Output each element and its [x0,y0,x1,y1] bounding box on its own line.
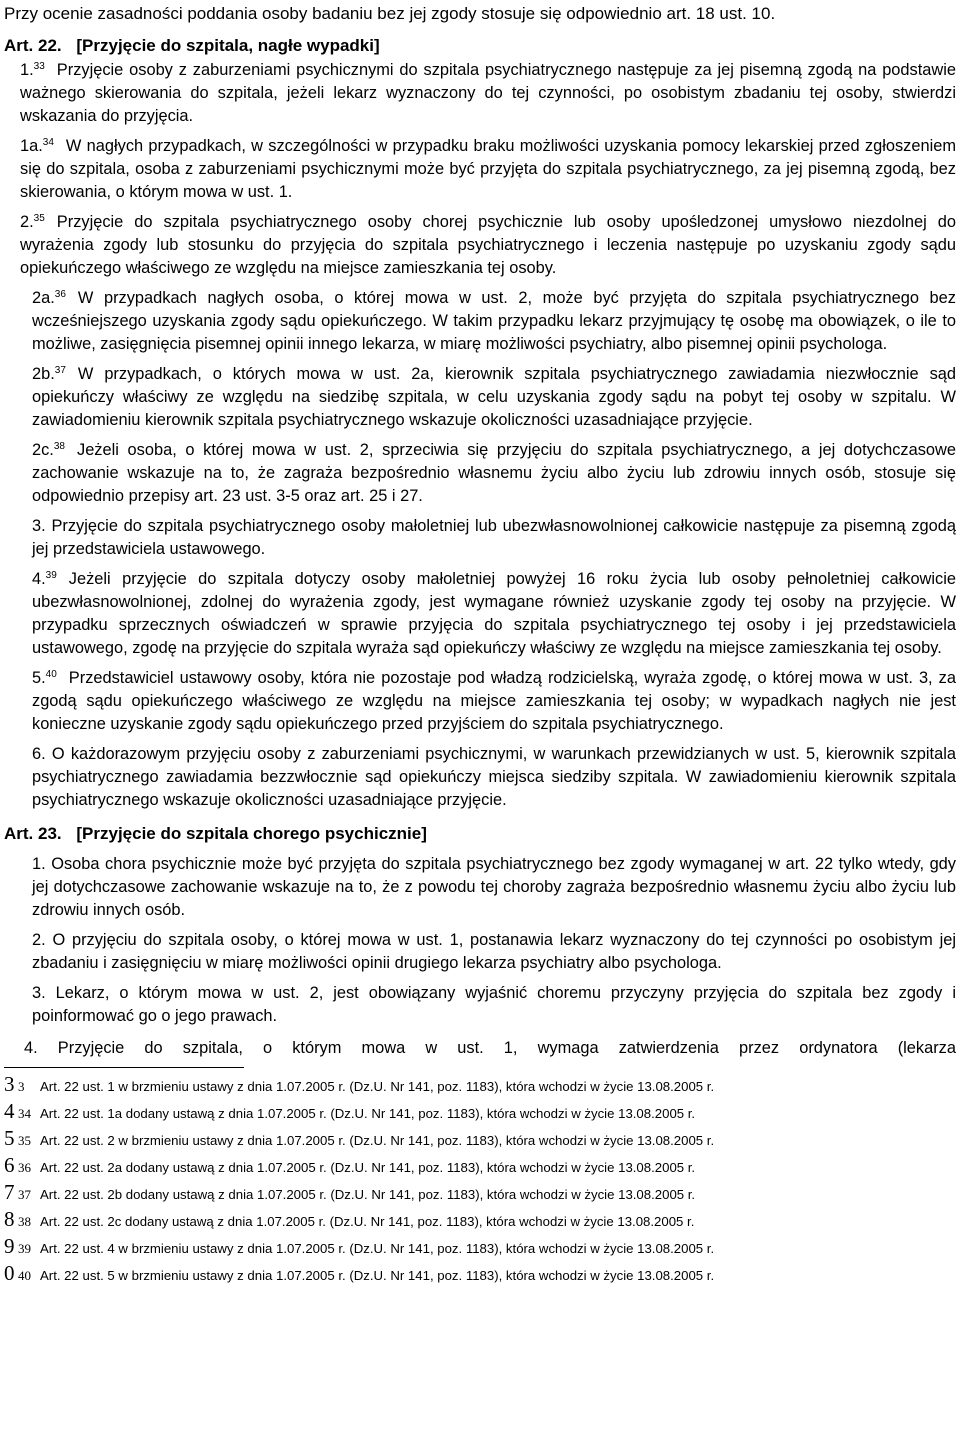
para-number: 4. [24,1039,38,1057]
para-text: Przyjęcie osoby z zaburzeniami psychicznymi do szpitala psychiatrycznego następuje za jej pisemną zgodą na podstawie ważnego skierowania do szpitala, jeżeli lekarz wyznaczony do tej czynności, po osobistym zbadaniu tej osoby, stwierdzi wskazania do przyjęcia. [20,61,956,125]
footnote-ref: 39 [45,570,57,581]
para-text: Przedstawiciel ustawowy osoby, która nie pozostaje pod władzą rodzicielską, wyraża zgodę, o której mowa w ust. 3, za zgodą sądu opiekuńczego właściwego ze względu na miejsce zamieszkania tej osoby; w wypadkach nagłych nie jest konieczne uzyskanie zgody sądu opiekuńczego przed przyjściem do szpitala psychiatrycznego. [32,669,956,733]
footnote-marker: 0 [4,1261,15,1285]
footnote-38 [4,1207,956,1234]
footnote-text: Art. 22 ust. 1a dodany ustawą z dnia 1.07.2005 r. (Dz.U. Nr 141, poz. 1183), która wchodzi w życie 13.08.2005 r. [40,1106,696,1121]
footnote-marker: 8 [4,1207,15,1231]
footnote-marker-sup: 38 [18,1214,31,1229]
para-text: Osoba chora psychicznie może być przyjęta do szpitala psychiatrycznego bez zgody wymaganej w art. 22 tylko wtedy, gdy jej dotychczasowe zachowanie wskazuje na to, że z powodu tej choroby zagraża bezpośrednio własnemu życiu albo życiu lub zdrowiu innych osób. [32,855,956,919]
continuation-line: Przy ocenie zasadności poddania osoby badaniu bez jej zgody stosuje się odpowiednio art. 18 ust. 10. [4,4,776,23]
footnote-list [4,1072,956,1288]
para-text: W nagłych przypadkach, w szczególności w przypadku braku możliwości uzyskania pomocy lekarskiej przed zgłoszeniem się do szpitala, osoba z zaburzeniami psychicznymi może być przyjęta do szpitala psychiatrycznego, za jej pisemną zgodą, bez skierowania, o którym mowa w ust. 1. [20,137,956,201]
article-22-title: [Przyjęcie do szpitala, nagłe wypadki] [76,36,380,55]
para-number: 3. [32,517,46,535]
para-number: 2. [20,213,34,231]
para-number: 2a. [32,289,55,307]
article-23-heading [4,822,956,845]
footnote-marker: 6 [4,1153,15,1177]
para-text: Przyjęcie do szpitala psychiatrycznego osoby chorej psychicznie lub osoby upośledzonej umysłowo niezdolnej do wyrażenia zgody lub stosunku do przyjęcia do szpitala psychiatrycznego i leczenia następuje po uzyskaniu zgody sądu opiekuńczego właściwego ze względu na miejsce zamieszkania tej osoby. [20,213,956,277]
footnote-text: Art. 22 ust. 2c dodany ustawą z dnia 1.07.2005 r. (Dz.U. Nr 141, poz. 1183), która wchodzi w życie 13.08.2005 r. [40,1214,695,1229]
article-23-number: Art. 23. [4,824,62,843]
para-text: W przypadkach, o których mowa w ust. 2a, kierownik szpitala psychiatrycznego zawiadamia niezwłocznie sąd opiekuńczy właściwy ze względu na siedzibę szpitala, w celu uzyskania zgody sądu na pobyt tej osoby w szpitalu. W zawiadomieniu kierownik szpitala psychiatrycznego wskazuje okoliczności uzasadniające przyjęcie. [32,365,956,429]
footnote-ref: 36 [54,289,66,300]
art22-para-2c [4,439,956,508]
footnote-marker-sup: 35 [18,1133,31,1148]
art22-para-5 [4,667,956,736]
footnote-39 [4,1234,956,1261]
footnote-40 [4,1261,956,1288]
para-number: 1. [32,855,46,873]
para-text: W przypadkach nagłych osoba, o której mowa w ust. 2, może być przyjęta do szpitala psychiatrycznego bez wcześniejszego uzyskania zgody sądu opiekuńczego. W takim przypadku lekarz przyjmujący tę osobę ma obowiązek, o ile to możliwe, zasięgnięcia pisemnej opinii innego lekarza, w miarę możliwości psychiatry, albo pisemnej opinii psychologa. [32,289,956,353]
para-number: 1a. [20,137,43,155]
para-text: Lekarz, o którym mowa w ust. 2, jest obowiązany wyjaśnić choremu przyczyny przyjęcia do szpitala bez zgody i poinformować go o jego prawach. [32,984,956,1025]
footnote-marker-sup: 34 [18,1106,31,1121]
art22-para-3 [4,515,956,561]
para-number: 3. [32,984,46,1002]
art22-para-6 [4,743,956,812]
para-text: O każdorazowym przyjęciu osoby z zaburzeniami psychicznymi, w warunkach przewidzianych w ust. 5, kierownik szpitala psychiatrycznego zawiadamia bezzwłocznie sąd opiekuńczy miejsca siedziby szpitala. W zawiadomieniu kierownik szpitala psychiatrycznego wskazuje okoliczności uzasadniające przyjęcie. [32,745,956,809]
art22-para-2 [4,211,956,280]
para-text: Jeżeli przyjęcie do szpitala dotyczy osoby małoletniej powyżej 16 roku życia lub osoby pełnoletniej całkowicie ubezwłasnowolnionej, zdolnej do wyrażenia zgody, jest wymagane również uzyskanie zgody tej osoby na przyjęcie. W przypadku sprzecznych oświadczeń w sprawie przyjęcia do szpitala psychiatrycznego tej osoby i jej przedstawiciela ustawowego, zgodę na przyjęcie do szpitala wyraża sąd opiekuńczy właściwy ze względu na miejsce zamieszkania tej osoby. [32,570,956,657]
footnote-marker: 4 [4,1099,15,1123]
art22-para-1a [4,135,956,204]
footnote-text: Art. 22 ust. 4 w brzmieniu ustawy z dnia 1.07.2005 r. (Dz.U. Nr 141, poz. 1183), która wchodzi w życie 13.08.2005 r. [40,1241,715,1256]
para-number: 2. [32,931,46,949]
footnote-text: Art. 22 ust. 2a dodany ustawą z dnia 1.07.2005 r. (Dz.U. Nr 141, poz. 1183), która wchodzi w życie 13.08.2005 r. [40,1160,696,1175]
art22-para-2a [4,287,956,356]
para-number: 5. [32,669,46,687]
article-22-heading [4,34,956,57]
footnote-ref: 38 [53,441,65,452]
footnote-text: Art. 22 ust. 2b dodany ustawą z dnia 1.07.2005 r. (Dz.U. Nr 141, poz. 1183), która wchodzi w życie 13.08.2005 r. [40,1187,696,1202]
article-23-title: [Przyjęcie do szpitala chorego psychicznie] [76,824,427,843]
art23-para-1 [4,853,956,922]
footnote-35 [4,1126,956,1153]
footnote-marker-sup: 36 [18,1160,31,1175]
para-number: 4. [32,570,46,588]
footnote-text: Art. 22 ust. 1 w brzmieniu ustawy z dnia 1.07.2005 r. (Dz.U. Nr 141, poz. 1183), która wchodzi w życie 13.08.2005 r. [40,1079,715,1094]
footnote-34 [4,1099,956,1126]
footnote-ref: 40 [45,669,57,680]
art23-para-2 [4,929,956,975]
para-number: 6. [32,745,46,763]
para-text: Przyjęcie do szpitala psychiatrycznego osoby małoletniej lub ubezwłasnowolnionej całkowicie następuje za pisemną zgodą jej przedstawiciela ustawowego. [32,517,956,558]
footnote-marker-sup: 3 [18,1079,25,1094]
para-text: O przyjęciu do szpitala osoby, o której mowa w ust. 1, postanawia lekarz wyznaczony do tej czynności po osobistym jej zbadaniu i zasięgnięciu w miarę możliwości opinii drugiego lekarza psychiatry albo psychologa. [32,931,956,972]
art23-para-3 [4,982,956,1028]
footnote-marker: 3 [4,1072,15,1096]
footnote-33 [4,1072,956,1099]
footnote-marker: 5 [4,1126,15,1150]
article-22-number: Art. 22. [4,36,62,55]
footnote-ref: 33 [33,61,45,72]
art23-para-4-partial [4,1037,956,1060]
para-number: 1. [20,61,34,79]
footnote-36 [4,1153,956,1180]
footnote-ref: 34 [42,137,54,148]
footnote-37 [4,1180,956,1207]
footnote-ref: 35 [33,213,45,224]
art22-para-1 [4,59,956,128]
footnote-marker-sup: 40 [18,1268,31,1283]
para-text: Przyjęcie do szpitala, o którym mowa w ust. 1, wymaga zatwierdzenia przez ordynatora (lekarza [57,1039,956,1057]
footnote-text: Art. 22 ust. 2 w brzmieniu ustawy z dnia 1.07.2005 r. (Dz.U. Nr 141, poz. 1183), która wchodzi w życie 13.08.2005 r. [40,1133,715,1148]
art22-para-2b [4,363,956,432]
para-text: Jeżeli osoba, o której mowa w ust. 2, sprzeciwia się przyjęciu do szpitala psychiatrycznego, a jej dotychczasowe zachowanie wskazuje na to, że zagraża bezpośrednio własnemu życiu albo życiu lub zdrowiu innych osób, stosuje się odpowiednio przepisy art. 23 ust. 3-5 oraz art. 25 i 27. [32,441,956,505]
footnote-ref: 37 [54,365,66,376]
footnote-separator [4,1067,244,1068]
footnote-marker-sup: 37 [18,1187,31,1202]
para-number: 2b. [32,365,55,383]
footnote-marker-sup: 39 [18,1241,31,1256]
footnote-marker: 7 [4,1180,15,1204]
footnote-text: Art. 22 ust. 5 w brzmieniu ustawy z dnia 1.07.2005 r. (Dz.U. Nr 141, poz. 1183), która wchodzi w życie 13.08.2005 r. [40,1268,715,1283]
footnote-marker: 9 [4,1234,15,1258]
art22-para-4 [4,568,956,660]
para-number: 2c. [32,441,54,459]
